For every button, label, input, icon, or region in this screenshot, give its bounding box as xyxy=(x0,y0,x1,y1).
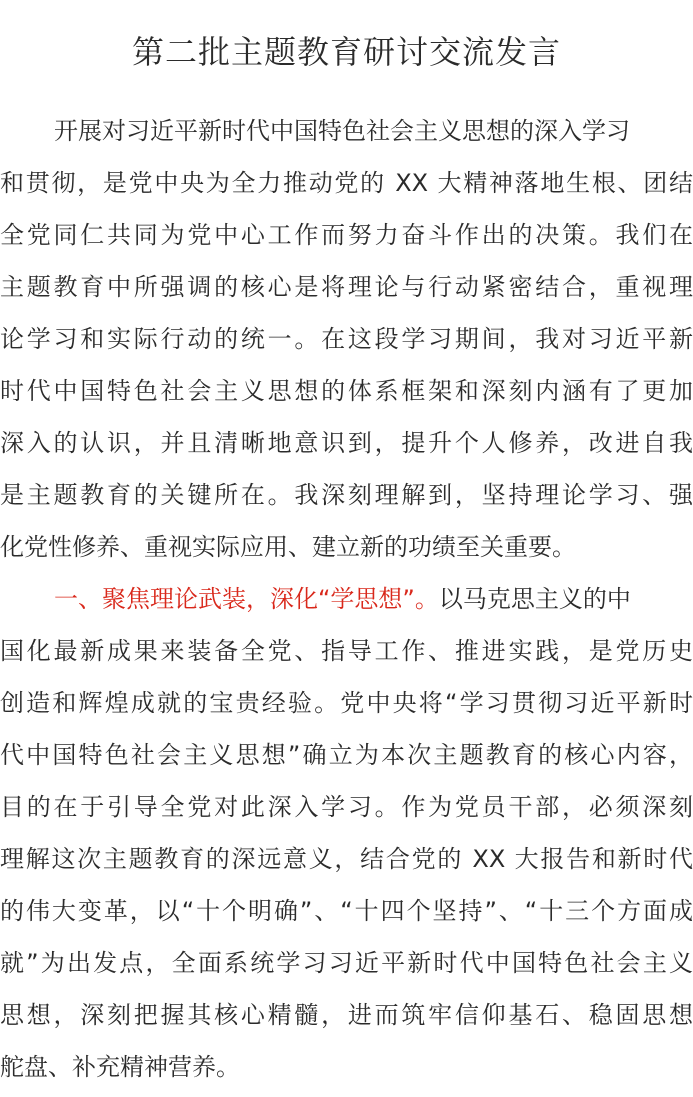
paragraph-line: 舵盘、补充精神营养。 xyxy=(0,1053,240,1081)
paragraph-line: 的伟大变革，以“十个明确”、“十四个坚持”、“十三个方面成 xyxy=(0,897,693,925)
paragraph-line: 开展对习近平新时代中国特色社会主义思想的深入学习 xyxy=(54,117,630,145)
paragraph-line: 就”为出发点，全面系统学习习近平新时代中国特色社会主义 xyxy=(0,949,693,977)
section-heading: 一、聚焦理论武装，深化“学思想”。 xyxy=(54,585,439,613)
paragraph-line: 目的在于引导全党对此深入学习。作为党员干部，必须深刻 xyxy=(0,793,693,821)
paragraph-line: 全党同仁共同为党中心工作而努力奋斗作出的决策。我们在 xyxy=(0,221,693,249)
paragraph-line: 主题教育中所强调的核心是将理论与行动紧密结合，重视理 xyxy=(0,273,693,301)
paragraph-line: 时代中国特色社会主义思想的体系框架和深刻内涵有了更加 xyxy=(0,377,693,405)
paragraph-line: 国化最新成果来装备全党、指导工作、推进实践，是党历史 xyxy=(0,637,693,665)
paragraph-line: 化党性修养、重视实际应用、建立新的功绩至关重要。 xyxy=(0,533,576,561)
paragraph-line: 和贯彻，是党中央为全力推动党的 XX 大精神落地生根、团结 xyxy=(0,169,693,197)
paragraph-line: 论学习和实际行动的统一。在这段学习期间，我对习近平新 xyxy=(0,325,693,353)
paragraph-line: 深入的认识，并且清晰地意识到，提升个人修养，改进自我 xyxy=(0,429,693,457)
paragraph-line: 理解这次主题教育的深远意义，结合党的 XX 大报告和新时代 xyxy=(0,845,693,873)
section-heading-line xyxy=(0,573,693,625)
paragraph-line: 创造和辉煌成就的宝贵经验。党中央将“学习贯彻习近平新时 xyxy=(0,689,693,717)
paragraph-line: 是主题教育的关键所在。我深刻理解到，坚持理论学习、强 xyxy=(0,481,693,509)
paragraph-line: 思想，深刻把握其核心精髓，进而筑牢信仰基石、稳固思想 xyxy=(0,1001,693,1029)
paragraph-line: 代中国特色社会主义思想”确立为本次主题教育的核心内容， xyxy=(0,741,693,769)
paragraph-text: 以马克思主义的中 xyxy=(438,585,631,613)
document-title: 第二批主题教育研讨交流发言 xyxy=(131,33,561,71)
